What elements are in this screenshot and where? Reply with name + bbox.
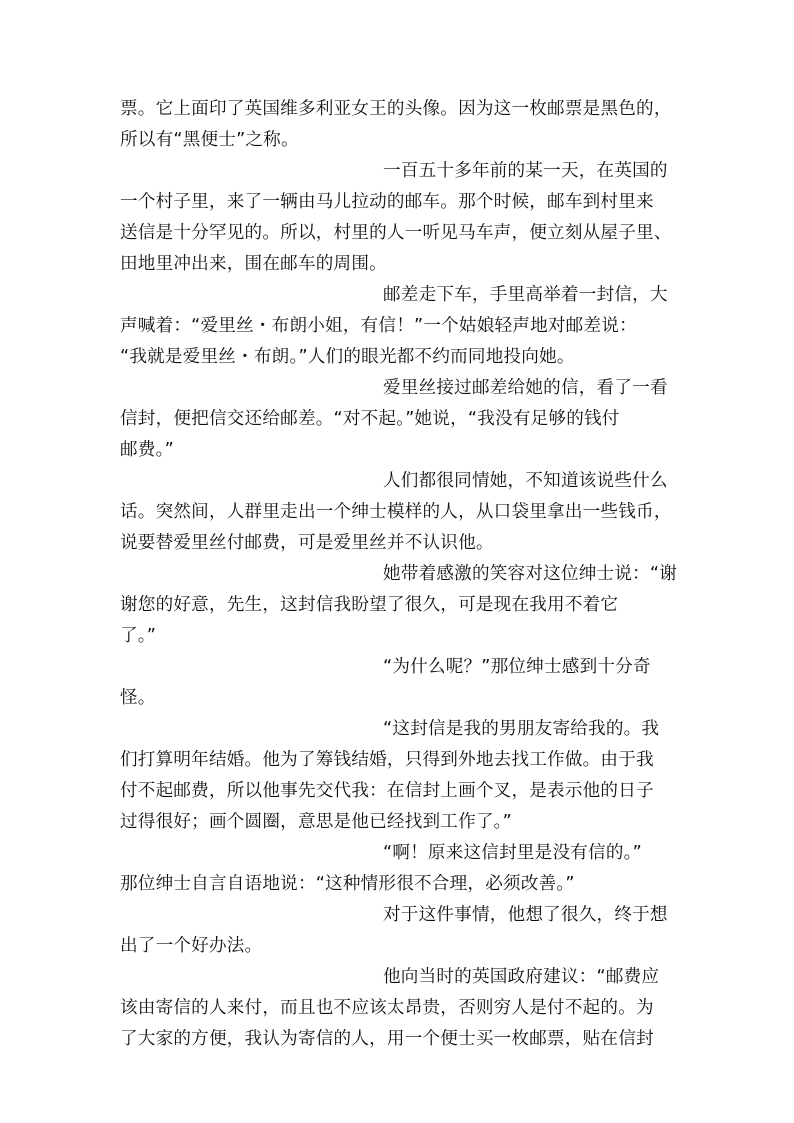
text-line: 邮费。” <box>120 440 174 460</box>
text-line: 付不起邮费，所以他事先交代我：在信封上画个叉，是表示他的日子 <box>120 781 654 801</box>
text-line: “啊！原来这信封里是没有信的。” <box>383 843 642 863</box>
text-line: 一个村子里，来了一辆由马儿拉动的邮车。那个时候，邮车到村里来 <box>120 192 654 212</box>
text-line: 那位绅士自言自语地说：“这种情形很不合理，必须改善。” <box>120 874 575 894</box>
text-line: “我就是爱里丝・布朗。”人们的眼光都不约而同地投向她。 <box>120 347 575 367</box>
text-line: 过得很好；画个圆圈，意思是他已经找到工作了。” <box>120 812 512 832</box>
text-line: 该由寄信的人来付，而且也不应该太昂贵，否则穷人是付不起的。为 <box>120 998 654 1018</box>
text-line: 怪。 <box>120 688 156 708</box>
text-line: 他向当时的英国政府建议：“邮费应 <box>383 967 660 987</box>
text-line: “为什么呢？”那位绅士感到十分奇 <box>383 657 651 677</box>
text-line: 邮差走下车，手里高举着一封信，大 <box>383 285 668 305</box>
text-line: 出了一个好办法。 <box>120 936 263 956</box>
text-line: 票。它上面印了英国维多利亚女王的头像。因为这一枚邮票是黑色的， <box>120 99 672 119</box>
text-line: 了。” <box>120 626 157 646</box>
text-line: 谢您的好意，先生，这封信我盼望了很久，可是现在我用不着它 <box>120 595 619 615</box>
text-line: 信封，便把信交还给邮差。“对不起。”她说，“我没有足够的钱付 <box>120 409 620 429</box>
text-line: 爱里丝接过邮差给她的信，看了一看 <box>383 378 668 398</box>
text-line: 了大家的方便，我认为寄信的人，用一个便士买一枚邮票，贴在信封 <box>120 1029 654 1049</box>
text-line: 们打算明年结婚。他为了筹钱结婚，只得到外地去找工作做。由于我 <box>120 750 654 770</box>
text-line: 声喊着：“爱里丝・布朗小姐，有信！”一个姑娘轻声地对邮差说： <box>120 316 637 336</box>
text-line: 说要替爱里丝付邮费，可是爱里丝并不认识他。 <box>120 533 494 553</box>
text-line: 送信是十分罕见的。所以，村里的人一听见马车声，便立刻从屋子里、 <box>120 223 672 243</box>
text-line: 她带着感激的笑容对这位绅士说：“谢 <box>383 564 678 584</box>
text-line: 话。突然间，人群里走出一个绅士模样的人，从口袋里拿出一些钱币， <box>120 502 672 522</box>
text-line: 所以有“黑便士”之称。 <box>120 130 299 150</box>
text-line: 田地里冲出来，围在邮车的周围。 <box>120 254 387 274</box>
text-line: 人们都很同情她，不知道该说些什么 <box>383 471 668 491</box>
text-line: “这封信是我的男朋友寄给我的。我 <box>383 719 660 739</box>
text-line: 对于这件事情，他想了很久，终于想 <box>383 905 668 925</box>
text-line: 一百五十多年前的某一天，在英国的 <box>383 161 668 181</box>
